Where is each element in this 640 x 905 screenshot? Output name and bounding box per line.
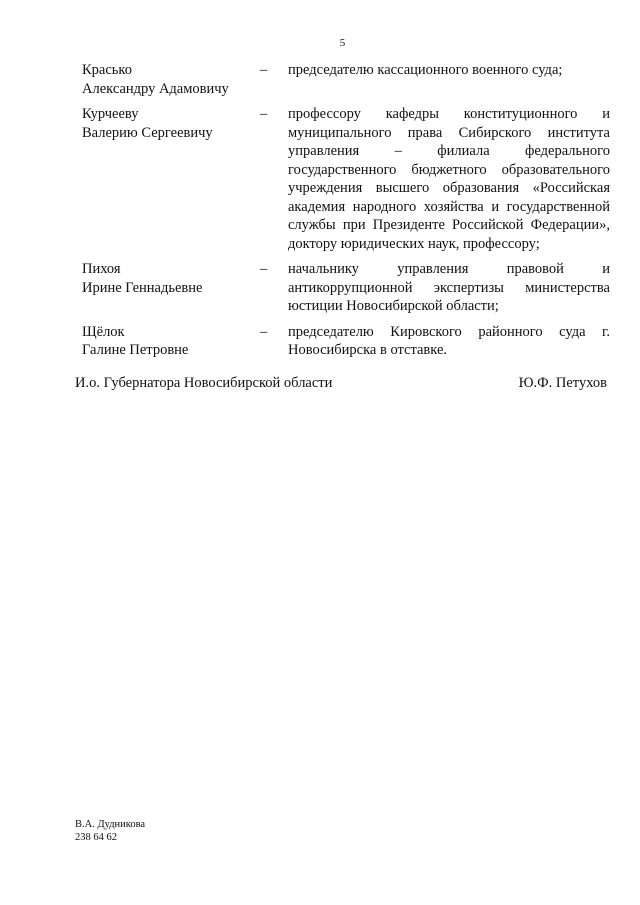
person-given-names: Галине Петровне <box>82 342 189 358</box>
executor-phone: 238 64 62 <box>75 831 117 843</box>
person-given-names: Валерию Сергеевичу <box>82 124 213 141</box>
dash-separator: – <box>260 323 268 340</box>
page-number: 5 <box>339 37 346 49</box>
executor-name: В.А. Дудникова <box>75 819 146 830</box>
signatory-title: И.о. Губернатора Новосибирской области <box>75 375 333 391</box>
person-position: начальнику управления правовой и антикоррупционной экспертизы министерства юстиции Новосибирской области; <box>288 261 610 314</box>
person-given-names: Александру Адамовичу <box>82 80 229 97</box>
person-name <box>82 260 260 297</box>
dash-separator: – <box>260 62 268 78</box>
signatory-name: Ю.Ф. Петухов <box>518 375 607 391</box>
person-surname: Курчееву <box>82 106 139 122</box>
person-surname: Красько <box>82 62 132 78</box>
list-item <box>82 323 610 360</box>
person-surname: Щёлок <box>82 323 125 340</box>
signature-block <box>75 374 607 393</box>
list-item <box>82 260 610 316</box>
appointment-list <box>82 61 610 367</box>
person-given-names: Ирине Геннадьевне <box>82 279 203 296</box>
list-item <box>82 61 610 98</box>
person-position: председателю Кировского районного суда г. Новосибирска в отставке. <box>288 323 610 358</box>
dash-separator: – <box>260 261 268 277</box>
list-item <box>82 105 610 253</box>
person-position: профессору кафедры конституционного и муниципального права Сибирского института управления – филиала федерального государственного бюджетного образовательного учреждения высшего образования «Российская академия народного хозяйства и государственной службы при Президенте Российской Федерации», доктору юридических наук, профессору; <box>288 106 610 252</box>
person-name <box>82 105 260 142</box>
executor-block <box>75 819 145 844</box>
person-name <box>82 323 260 360</box>
person-name <box>82 61 260 98</box>
person-position: председателю кассационного военного суда; <box>288 62 563 78</box>
person-surname: Пихоя <box>82 261 121 277</box>
dash-separator: – <box>260 106 268 122</box>
